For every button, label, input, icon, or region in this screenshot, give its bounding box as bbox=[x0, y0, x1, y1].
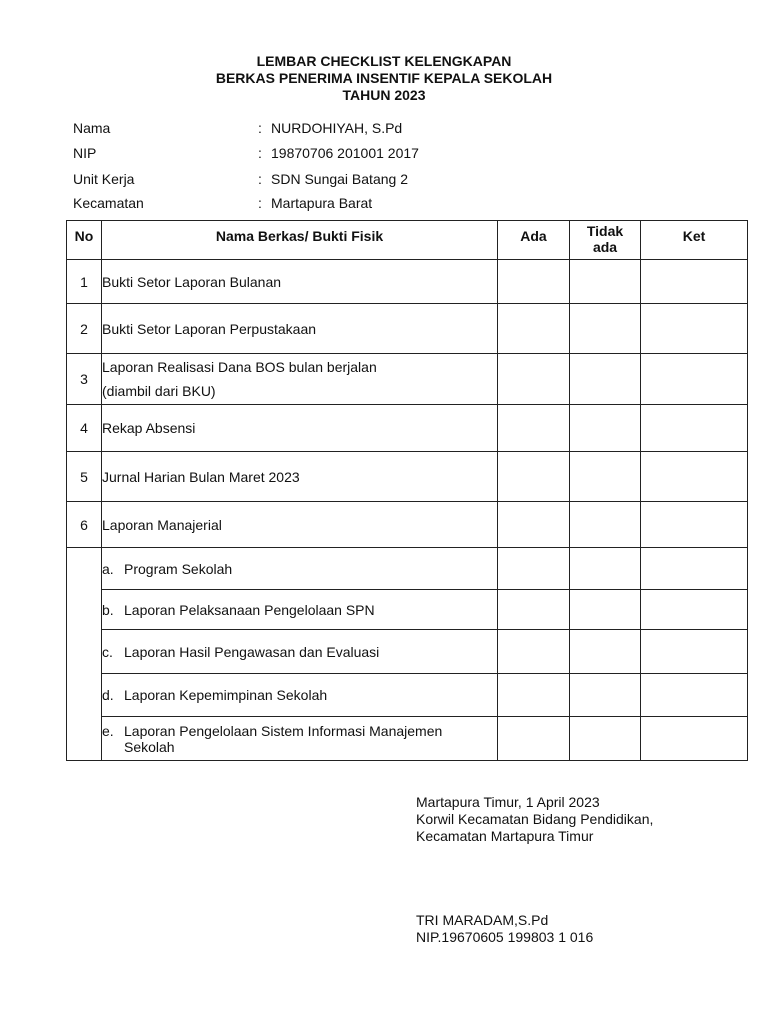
row-number: 2 bbox=[67, 304, 102, 354]
header-ket: Ket bbox=[641, 221, 748, 260]
checkbox-tidak-ada[interactable] bbox=[570, 502, 641, 548]
subrow-name bbox=[102, 548, 498, 590]
info-value: Martapura Barat bbox=[271, 195, 373, 211]
ket-cell[interactable] bbox=[641, 304, 748, 354]
header-tidak-ada bbox=[570, 221, 641, 260]
checkbox-ada[interactable] bbox=[498, 260, 570, 304]
subrow-number-blank bbox=[67, 548, 102, 761]
header-no: No bbox=[67, 221, 102, 260]
row-name bbox=[102, 354, 498, 405]
ket-cell[interactable] bbox=[641, 502, 748, 548]
info-label: Unit Kerja bbox=[73, 171, 135, 187]
row-name-line-2: (diambil dari BKU) bbox=[102, 383, 216, 399]
table-row bbox=[67, 405, 748, 452]
checkbox-tidak-ada[interactable] bbox=[570, 304, 641, 354]
info-colon: : bbox=[258, 195, 262, 211]
subrow-name bbox=[102, 630, 498, 674]
document-title-line-3: TAHUN 2023 bbox=[342, 87, 426, 103]
row-name: Laporan Manajerial bbox=[102, 502, 498, 548]
checkbox-tidak-ada[interactable] bbox=[570, 452, 641, 502]
ket-cell[interactable] bbox=[641, 260, 748, 304]
document-title-line-2: BERKAS PENERIMA INSENTIF KEPALA SEKOLAH bbox=[215, 70, 553, 86]
ket-cell[interactable] bbox=[641, 674, 748, 717]
subrow-text: Laporan Kepemimpinan Sekolah bbox=[124, 687, 328, 703]
table-subrow bbox=[67, 590, 748, 630]
checkbox-tidak-ada[interactable] bbox=[570, 354, 641, 405]
row-name: Jurnal Harian Bulan Maret 2023 bbox=[102, 452, 498, 502]
table-row bbox=[67, 260, 748, 304]
checklist-table bbox=[66, 220, 748, 761]
subrow-text bbox=[124, 723, 442, 755]
info-label: Nama bbox=[73, 120, 111, 136]
row-name-line-1: Laporan Realisasi Dana BOS bulan berjalan bbox=[102, 359, 377, 375]
ket-cell[interactable] bbox=[641, 354, 748, 405]
checkbox-tidak-ada[interactable] bbox=[570, 674, 641, 717]
row-number: 1 bbox=[67, 260, 102, 304]
subrow-letter: d. bbox=[102, 687, 114, 703]
info-value: SDN Sungai Batang 2 bbox=[271, 171, 408, 187]
subrow-text-line-2: Sekolah bbox=[124, 738, 175, 755]
info-colon: : bbox=[258, 145, 262, 161]
subrow-letter: e. bbox=[102, 722, 114, 739]
signature-place-date: Martapura Timur, 1 April 2023 bbox=[416, 794, 600, 810]
header-tidak-line-1: Tidak bbox=[586, 223, 624, 239]
row-number: 5 bbox=[67, 452, 102, 502]
checkbox-ada[interactable] bbox=[498, 354, 570, 405]
info-colon: : bbox=[258, 120, 262, 136]
checkbox-ada[interactable] bbox=[498, 548, 570, 590]
table-subrow bbox=[67, 717, 748, 761]
checkbox-ada[interactable] bbox=[498, 452, 570, 502]
subrow-text: Program Sekolah bbox=[124, 560, 233, 577]
ket-cell[interactable] bbox=[641, 590, 748, 630]
subrow-letter: b. bbox=[102, 601, 114, 618]
checkbox-ada[interactable] bbox=[498, 630, 570, 674]
subrow-name bbox=[102, 590, 498, 630]
signature-role-line-1: Korwil Kecamatan Bidang Pendidikan, bbox=[416, 811, 654, 827]
checkbox-ada[interactable] bbox=[498, 502, 570, 548]
signature-role-line-2: Kecamatan Martapura Timur bbox=[416, 828, 594, 844]
ket-cell[interactable] bbox=[641, 717, 748, 761]
row-number: 6 bbox=[67, 502, 102, 548]
info-label: Kecamatan bbox=[73, 195, 144, 211]
table-row bbox=[67, 354, 748, 405]
checkbox-tidak-ada[interactable] bbox=[570, 630, 641, 674]
checkbox-ada[interactable] bbox=[498, 674, 570, 717]
table-header-row bbox=[67, 221, 748, 260]
info-value: 19870706 201001 2017 bbox=[271, 145, 419, 161]
table-subrow bbox=[67, 630, 748, 674]
table-row bbox=[67, 452, 748, 502]
checkbox-tidak-ada[interactable] bbox=[570, 717, 641, 761]
header-tidak-line-2: ada bbox=[592, 239, 618, 255]
checkbox-ada[interactable] bbox=[498, 590, 570, 630]
document-title-line-1: LEMBAR CHECKLIST KELENGKAPAN bbox=[256, 53, 512, 69]
row-number: 3 bbox=[67, 354, 102, 405]
subrow-letter: a. bbox=[102, 560, 114, 577]
info-colon: : bbox=[258, 171, 262, 187]
subrow-text-line-1: Laporan Pengelolaan Sistem Informasi Manajemen bbox=[124, 722, 443, 739]
info-value: NURDOHIYAH, S.Pd bbox=[271, 120, 403, 136]
header-nama-berkas: Nama Berkas/ Bukti Fisik bbox=[102, 221, 498, 260]
ket-cell[interactable] bbox=[641, 452, 748, 502]
signature-name: TRI MARADAM,S.Pd bbox=[416, 912, 549, 928]
subrow-name bbox=[102, 674, 498, 717]
checkbox-ada[interactable] bbox=[498, 405, 570, 452]
checkbox-ada[interactable] bbox=[498, 717, 570, 761]
row-name: Bukti Setor Laporan Perpustakaan bbox=[102, 304, 498, 354]
subrow-text: Laporan Hasil Pengawasan dan Evaluasi bbox=[124, 643, 380, 660]
info-label: NIP bbox=[73, 145, 97, 161]
ket-cell[interactable] bbox=[641, 548, 748, 590]
table-subrow bbox=[67, 548, 748, 590]
checkbox-tidak-ada[interactable] bbox=[570, 590, 641, 630]
checkbox-tidak-ada[interactable] bbox=[570, 548, 641, 590]
subrow-letter: c. bbox=[102, 643, 113, 660]
row-name: Rekap Absensi bbox=[102, 405, 498, 452]
ket-cell[interactable] bbox=[641, 405, 748, 452]
row-name: Bukti Setor Laporan Bulanan bbox=[102, 260, 498, 304]
ket-cell[interactable] bbox=[641, 630, 748, 674]
checkbox-tidak-ada[interactable] bbox=[570, 260, 641, 304]
table-row bbox=[67, 304, 748, 354]
checkbox-ada[interactable] bbox=[498, 304, 570, 354]
table-row bbox=[67, 502, 748, 548]
row-number: 4 bbox=[67, 405, 102, 452]
header-ada: Ada bbox=[498, 221, 570, 260]
subrow-wrap bbox=[102, 723, 497, 755]
signature-nip: NIP.19670605 199803 1 016 bbox=[416, 929, 594, 945]
checkbox-tidak-ada[interactable] bbox=[570, 405, 641, 452]
subrow-text: Laporan Pelaksanaan Pengelolaan SPN bbox=[124, 601, 375, 618]
subrow-name bbox=[102, 717, 498, 761]
table-subrow bbox=[67, 674, 748, 717]
